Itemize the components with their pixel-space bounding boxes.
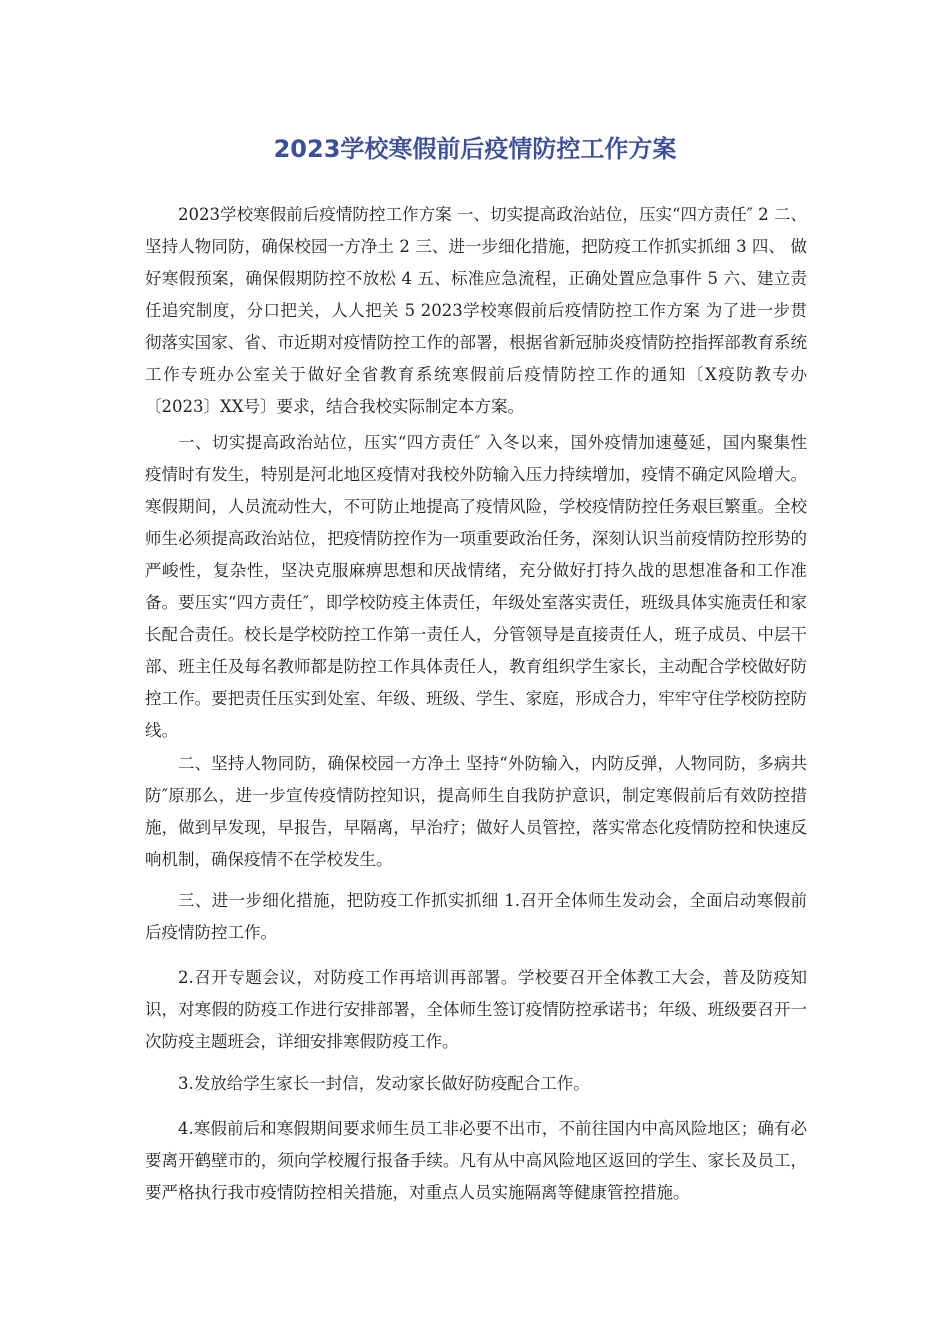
- paragraph-section-3: 三、进一步细化措施，把防疫工作抓实抓细 1.召开全体师生发动会，全面启动寒假前后疫情防控工作。: [145, 890, 807, 942]
- paragraph-item-2: 2.召开专题会议，对防疫工作再培训再部署。学校要召开全体教工大会，普及防疫知识，对寒假的防疫工作进行安排部署，全体师生签订疫情防控承诺书；年级、班级要召开一次防疫主题班会，详细安排寒假防疫工作。: [145, 967, 807, 1051]
- document-title: 2023学校寒假前后疫情防控工作方案: [273, 135, 677, 163]
- paragraph-section-2: 二、坚持人物同防，确保校园一方净土 坚持“外防输入，内防反弹，人物同防，多病共防″原那么，进一步宣传疫情防控知识，提高师生自我防护意识，制定寒假前后有效防控措施，做到早发现，早报告，早隔离，早治疗；做好人员管控，落实常态化疫情防控和快速反响机制，确保疫情不在学校发生。: [145, 753, 807, 869]
- paragraph-intro: 2023学校寒假前后疫情防控工作方案 一、切实提高政治站位，压实“四方责任″ 2 二、坚持人物同防，确保校园一方净土 2 三、进一步细化措施，把防疫工作抓实抓细 3 四、 做好寒假预案，确保假期防控不放松 4 五、标准应急流程，正确处置应急事件 5 六、建立责任追究制度，分口把关，人人把关 5 2023学校寒假前后疫情防控工作方案 为了进一步贯彻落实国家、省、市近期对疫情防控工作的部署，根据省新冠肺炎疫情防控指挥部教育系统工作专班办公室关于做好全省教育系统寒假前后疫情防控工作的通知〔X疫防教专办〔2023〕XX号〕要求，结合我校实际制定本方案。: [145, 204, 807, 416]
- paragraph-item-3: 3.发放给学生家长一封信，发动家长做好防疫配合工作。: [178, 1073, 590, 1093]
- paragraph-section-1: 一、切实提高政治站位，压实“四方责任″ 入冬以来，国外疫情加速蔓延，国内聚集性疫情时有发生，特别是河北地区疫情对我校外防输入压力持续增加，疫情不确定风险增大。寒假期间，人员流动性大，不可防止地提高了疫情风险，学校疫情防控任务艰巨繁重。全校师生必须提高政治站位，把疫情防控作为一项重要政治任务，深刻认识当前疫情防控形势的严峻性，复杂性，坚决克服麻痹思想和厌战情绪，充分做好打持久战的思想准备和工作准备。要压实“四方责任″，即学校防疫主体责任，年级处室落实责任，班级具体实施责任和家长配合责任。校长是学校防控工作第一责任人，分管领导是直接责任人，班子成员、中层干部、班主任及每名教师都是防控工作具体责任人，教育组织学生家长，主动配合学校做好防控工作。要把责任压实到处室、年级、班级、学生、家庭，形成合力，牢牢守住学校防控防线。: [145, 432, 807, 740]
- paragraph-item-4: 4.寒假前后和寒假期间要求师生员工非必要不出市，不前往国内中高风险地区；确有必要离开鹤壁市的，须向学校履行报备手续。凡有从中高风险地区返回的学生、家长及员工，要严格执行我市疫情防控相关措施，对重点人员实施隔离等健康管控措施。: [145, 1118, 807, 1202]
